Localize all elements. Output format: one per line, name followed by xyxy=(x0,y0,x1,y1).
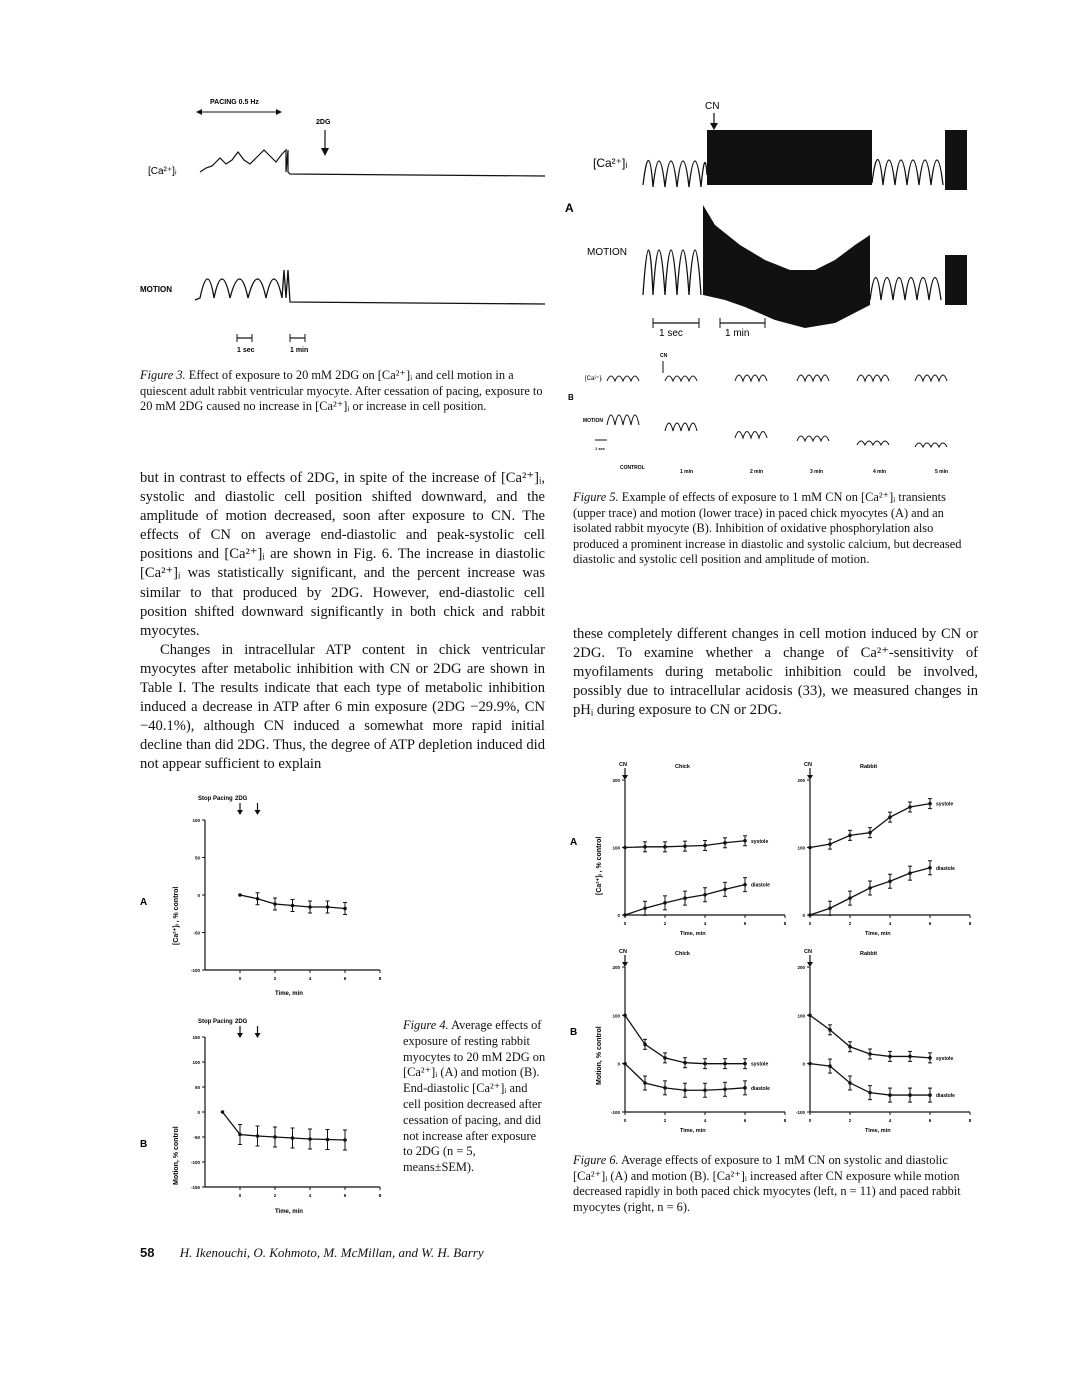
data-point xyxy=(663,1056,667,1060)
x-tick-label: 2 xyxy=(273,1193,277,1198)
figure-4-plots xyxy=(140,765,400,1220)
caption-text: Example of effects of exposure to 1 mM CN on [Ca²⁺]ᵢ transients (upper trace) and motion (lower trace) in paced chick myocytes (A) and an isolated rabbit myocyte (B). Inhibition of oxidative phosphorylation also produced a prominent increase in diastolic and systolic calcium, but decreased diastolic and systolic cell position and amplitude of motion. xyxy=(573,490,962,567)
data-point xyxy=(663,901,667,905)
y-tick-label: -150 xyxy=(190,1185,200,1190)
motion-label: MOTION xyxy=(140,285,172,294)
figure-4-caption xyxy=(403,1018,548,1176)
data-point xyxy=(623,1014,627,1018)
series-line xyxy=(810,804,930,848)
panel-a: A xyxy=(140,897,148,908)
y-tick-label: 200 xyxy=(612,778,620,783)
x-tick-label: 6 xyxy=(343,1193,347,1198)
x-tick-label: 0 xyxy=(808,1118,812,1123)
paragraph: Changes in intracellular ATP content in chick ventricular myocytes after metabolic inhibition with CN or 2DG are shown in Table I. The results indicate that each type of metabolic inhibition induced a decrease in ATP after 6 min exposure (2DG −29.9%, CN −40.1%), although CN induced a somewhat more rapid initial decline than did 2DG. Thus, the degree of ATP depletion induced did not appear sufficient to explain xyxy=(140,641,545,773)
arrow-head xyxy=(255,810,261,815)
arrow-head xyxy=(255,1033,261,1038)
figure-3-traces xyxy=(140,90,550,360)
page-footer xyxy=(140,1245,640,1261)
x-tick-label: 2 xyxy=(848,1118,852,1123)
data-point xyxy=(888,815,892,819)
series-label: diastole xyxy=(751,1085,770,1092)
data-point xyxy=(808,913,812,917)
data-point xyxy=(868,1091,872,1095)
y-tick-label: 50 xyxy=(194,1085,200,1090)
data-point xyxy=(326,905,330,909)
data-point xyxy=(308,905,312,909)
y-tick-label: 0 xyxy=(197,893,200,898)
ylabel-b: Motion, % control xyxy=(596,1026,603,1085)
y-tick-label: 100 xyxy=(612,845,620,851)
x-tick-label: 6 xyxy=(928,1118,932,1123)
data-point xyxy=(868,831,872,835)
caption-title: Figure 4. xyxy=(403,1018,449,1032)
data-point xyxy=(888,1055,892,1059)
ylabel-a: [Ca²⁺]ᵢ , % control xyxy=(596,836,603,895)
drug-2dg-label: 2DG xyxy=(316,119,331,126)
data-point xyxy=(828,1064,832,1068)
plot-fig6-3 xyxy=(796,965,972,1123)
y-tick-label: 100 xyxy=(192,1060,200,1065)
x-tick-label: 8 xyxy=(378,1193,382,1198)
figure-6 xyxy=(565,755,980,1145)
arrow-head xyxy=(237,1033,243,1038)
y-tick-label: -100 xyxy=(795,1110,805,1115)
panel-a: A xyxy=(565,201,574,215)
cn-label: CN xyxy=(804,949,812,955)
caption-title: Figure 3. xyxy=(140,368,186,382)
b-time-2: 2 min xyxy=(750,469,764,475)
b-scale: 1 sec xyxy=(595,446,606,451)
data-point xyxy=(643,1043,647,1047)
plot-fig6-0 xyxy=(612,778,786,926)
y-tick-label: -50 xyxy=(193,930,200,936)
series-label: systole xyxy=(936,801,954,808)
data-point xyxy=(828,842,832,846)
data-point xyxy=(256,1134,260,1138)
b-time-0: CONTROL xyxy=(620,465,645,471)
data-point xyxy=(888,879,892,883)
x-tick-label: 8 xyxy=(968,921,972,926)
x-axis-label: Time, min xyxy=(680,1128,706,1134)
b-time-1: 1 min xyxy=(680,469,694,475)
x-tick-label: 8 xyxy=(783,921,787,926)
x-tick-label: 8 xyxy=(783,1118,787,1123)
data-point xyxy=(928,1056,932,1060)
data-point xyxy=(291,904,295,908)
x-tick-label: 2 xyxy=(663,921,667,926)
plot-title: Rabbit xyxy=(860,764,878,770)
b-time-5: 5 min xyxy=(935,469,949,475)
paragraph: but in contrast to effects of 2DG, in spite of the increase of [Ca²⁺]ᵢ, systolic and diastolic cell position shifted downward, and the amplitude of motion decreased, soon after exposure to CN. The effects of CN on average end-diastolic and peak-systolic cell positions and [Ca²⁺]ᵢ are shown in Fig. 6. The increase in diastolic [Ca²⁺]ᵢ was statistically significant, and the percent increase was similar to that produced by 2DG. However, end-diastolic cell position shifted downward significantly in both chick and rabbit myocytes. xyxy=(140,470,545,639)
x-axis-label: Time, min xyxy=(865,931,891,937)
data-point xyxy=(868,886,872,890)
body-text-left xyxy=(140,469,545,775)
data-point xyxy=(868,1052,872,1056)
x-tick-label: 0 xyxy=(623,921,627,926)
data-point xyxy=(808,1014,812,1018)
arrow-head xyxy=(622,775,628,780)
plot-title: Rabbit xyxy=(860,951,878,957)
figure-6-plots xyxy=(565,755,980,1145)
body-text-right xyxy=(573,625,978,720)
xlabel-b: Time, min xyxy=(275,1209,303,1215)
scale-sec: 1 sec xyxy=(237,347,255,354)
y-tick-label: 100 xyxy=(797,1013,805,1019)
data-point xyxy=(308,1137,312,1141)
plot-title: Chick xyxy=(675,764,690,770)
b-time-4: 4 min xyxy=(873,469,887,475)
data-point xyxy=(238,893,242,897)
figure-3-caption xyxy=(140,368,550,415)
data-point xyxy=(623,1062,627,1066)
data-point xyxy=(623,846,627,850)
data-point xyxy=(683,1061,687,1065)
data-point xyxy=(743,1062,747,1066)
data-point xyxy=(663,1086,667,1090)
figure-4 xyxy=(140,765,400,1220)
drug-a: 2DG xyxy=(235,796,248,802)
scale-min: 1 min xyxy=(725,328,750,339)
data-point xyxy=(683,844,687,848)
data-point xyxy=(908,871,912,875)
x-tick-label: 2 xyxy=(848,921,852,926)
data-point xyxy=(703,1062,707,1066)
data-point xyxy=(828,906,832,910)
y-tick-label: 100 xyxy=(797,845,805,851)
arrow-head xyxy=(237,810,243,815)
x-tick-label: 2 xyxy=(273,976,277,981)
x-tick-label: 6 xyxy=(743,1118,747,1123)
ca-label: [Ca²⁺]ᵢ xyxy=(593,156,628,170)
y-tick-label: 100 xyxy=(612,1013,620,1019)
x-tick-label: 8 xyxy=(968,1118,972,1123)
data-point xyxy=(888,1093,892,1097)
data-point xyxy=(723,888,727,892)
data-point xyxy=(828,1028,832,1032)
pacing-label: PACING 0.5 Hz xyxy=(210,99,259,106)
y-tick-label: -50 xyxy=(193,1135,200,1140)
x-tick-label: 0 xyxy=(238,1193,242,1198)
x-tick-label: 0 xyxy=(808,921,812,926)
xlabel-a: Time, min xyxy=(275,991,303,997)
series-label: systole xyxy=(936,1055,954,1062)
authors: H. Ikenouchi, O. Kohmoto, M. McMillan, and W. H. Barry xyxy=(179,1245,484,1260)
data-point xyxy=(723,1087,727,1091)
x-tick-label: 0 xyxy=(238,976,242,981)
caption-title: Figure 5. xyxy=(573,490,619,504)
y-tick-label: 200 xyxy=(797,965,805,970)
figure-5-traces xyxy=(565,95,980,475)
series-label: diastole xyxy=(936,1093,955,1100)
cn-label: CN xyxy=(619,762,627,768)
x-tick-label: 8 xyxy=(378,976,382,981)
figure-6-caption xyxy=(573,1153,978,1215)
data-point xyxy=(743,883,747,887)
x-tick-label: 4 xyxy=(308,1193,312,1198)
data-point xyxy=(848,896,852,900)
data-point xyxy=(291,1136,295,1140)
data-point xyxy=(908,805,912,809)
data-point xyxy=(723,1062,727,1066)
y-tick-label: 200 xyxy=(797,778,805,783)
y-tick-label: -100 xyxy=(610,1110,620,1115)
caption-title: Figure 6. xyxy=(573,1153,619,1167)
x-axis-label: Time, min xyxy=(865,1128,891,1134)
ylabel-b: Motion, % control xyxy=(173,1126,180,1185)
series-label: diastole xyxy=(936,865,955,872)
y-tick-label: 0 xyxy=(197,1110,200,1115)
y-tick-label: 0 xyxy=(617,913,620,918)
y-tick-label: 0 xyxy=(802,913,805,918)
data-point xyxy=(848,834,852,838)
figure-5-caption xyxy=(573,490,978,568)
series-label: systole xyxy=(751,1061,769,1068)
data-point xyxy=(623,913,627,917)
y-tick-label: 0 xyxy=(617,1061,620,1067)
data-point xyxy=(743,839,747,843)
data-point xyxy=(683,896,687,900)
x-tick-label: 2 xyxy=(663,1118,667,1123)
y-tick-label: -100 xyxy=(190,1160,200,1165)
data-point xyxy=(343,907,347,911)
cn-label: CN xyxy=(804,762,812,768)
ca-label: [Ca²⁺]ᵢ xyxy=(148,166,177,177)
panel-a: A xyxy=(570,837,578,848)
figure-5 xyxy=(565,95,980,475)
cn-label: CN xyxy=(705,101,720,112)
caption-text: Effect of exposure to 20 mM 2DG on [Ca²⁺]ᵢ and cell motion in a quiescent adult rabbit ventricular myocyte. After cessation of pacing, exposure to 20 mM 2DG caused no increase in [Ca²⁺]ᵢ or increase in cell position. xyxy=(140,368,543,414)
data-point xyxy=(343,1138,347,1142)
scale-min: 1 min xyxy=(290,347,309,354)
b-cn-label: CN xyxy=(660,353,668,359)
data-point xyxy=(643,845,647,849)
stop-pacing-a: Stop Pacing xyxy=(198,796,233,802)
x-tick-label: 4 xyxy=(888,1118,892,1123)
drug-b: 2DG xyxy=(235,1019,248,1025)
caption-text: Average effects of exposure to 1 mM CN on systolic and diastolic [Ca²⁺]ᵢ (A) and motion (B). [Ca²⁺]ᵢ increased after CN exposure while motion decreased rapidly in both paced chick myocytes (left, n = 11) and paced rabbit myocytes (right, n = 6). xyxy=(573,1153,961,1214)
data-point xyxy=(256,897,260,901)
data-point xyxy=(703,844,707,848)
data-point xyxy=(703,893,707,897)
data-point xyxy=(928,1093,932,1097)
data-point xyxy=(643,1081,647,1085)
plot-fig4a xyxy=(191,818,382,981)
data-point xyxy=(273,1135,277,1139)
panel-b: B xyxy=(140,1139,148,1150)
x-tick-label: 6 xyxy=(343,976,347,981)
x-tick-label: 6 xyxy=(743,921,747,926)
data-point xyxy=(908,1055,912,1059)
data-point xyxy=(808,1062,812,1066)
data-point xyxy=(683,1088,687,1092)
data-point xyxy=(663,845,667,849)
data-point xyxy=(238,1133,242,1137)
y-tick-label: 200 xyxy=(612,965,620,970)
plot-title: Chick xyxy=(675,951,690,957)
data-point xyxy=(221,1110,225,1114)
data-point xyxy=(743,1086,747,1090)
motion-label: MOTION xyxy=(587,247,627,258)
page-number: 58 xyxy=(140,1245,155,1260)
series-label: systole xyxy=(751,838,769,845)
data-point xyxy=(273,902,277,906)
x-tick-label: 4 xyxy=(308,976,312,981)
paragraph: these completely different changes in cell motion induced by CN or 2DG. To examine whether a change of Ca²⁺-sensitivity of myofilaments during metabolic inhibition could be involved, possibly due to intracellular acidosis (33), we measured changes in pHᵢ during exposure to CN or 2DG. xyxy=(573,626,978,719)
data-point xyxy=(808,846,812,850)
arrow-head xyxy=(622,962,628,967)
data-point xyxy=(908,1093,912,1097)
data-point xyxy=(848,1081,852,1085)
arrow-head xyxy=(807,962,813,967)
data-point xyxy=(643,906,647,910)
x-tick-label: 4 xyxy=(703,1118,707,1123)
y-tick-label: 100 xyxy=(192,818,200,823)
panel-b: B xyxy=(568,393,574,402)
caption-text: Average effects of exposure of resting rabbit myocytes to 20 mM 2DG on [Ca²⁺]ᵢ (A) and motion (B). End-diastolic [Ca²⁺]ᵢ and cell position decreased after cessation of pacing, and did not increase after exposure to 2DG (n = 5, means±SEM). xyxy=(403,1018,546,1175)
y-tick-label: 0 xyxy=(802,1061,805,1067)
panel-b: B xyxy=(570,1027,578,1038)
data-point xyxy=(703,1088,707,1092)
data-point xyxy=(848,1045,852,1049)
x-axis-label: Time, min xyxy=(680,931,706,937)
b-time-3: 3 min xyxy=(810,469,824,475)
y-tick-label: 50 xyxy=(194,855,200,861)
data-point xyxy=(723,841,727,845)
plot-fig6-2 xyxy=(611,965,787,1123)
b-ca-label: [Ca²⁺]ᵢ xyxy=(585,376,603,382)
arrow-head xyxy=(807,775,813,780)
cn-label: CN xyxy=(619,949,627,955)
x-tick-label: 6 xyxy=(928,921,932,926)
plot-fig6-1 xyxy=(797,778,971,926)
y-tick-label: -100 xyxy=(190,968,200,973)
y-tick-label: 150 xyxy=(192,1035,200,1040)
x-tick-label: 4 xyxy=(703,921,707,926)
scale-sec: 1 sec xyxy=(659,328,683,339)
figure-3 xyxy=(140,90,550,360)
x-tick-label: 0 xyxy=(623,1118,627,1123)
ylabel-a: [Ca²⁺]ᵢ , % control xyxy=(173,886,180,945)
series-label: diastole xyxy=(751,882,770,889)
stop-pacing-b: Stop Pacing xyxy=(198,1019,233,1025)
data-point xyxy=(928,802,932,806)
motion-dense-trace xyxy=(703,205,870,328)
b-motion-label: MOTION xyxy=(583,418,603,424)
data-point xyxy=(326,1138,330,1142)
data-point xyxy=(928,866,932,870)
ca-dense-trace xyxy=(707,130,872,185)
x-tick-label: 4 xyxy=(888,921,892,926)
plot-fig4b xyxy=(191,1035,382,1198)
